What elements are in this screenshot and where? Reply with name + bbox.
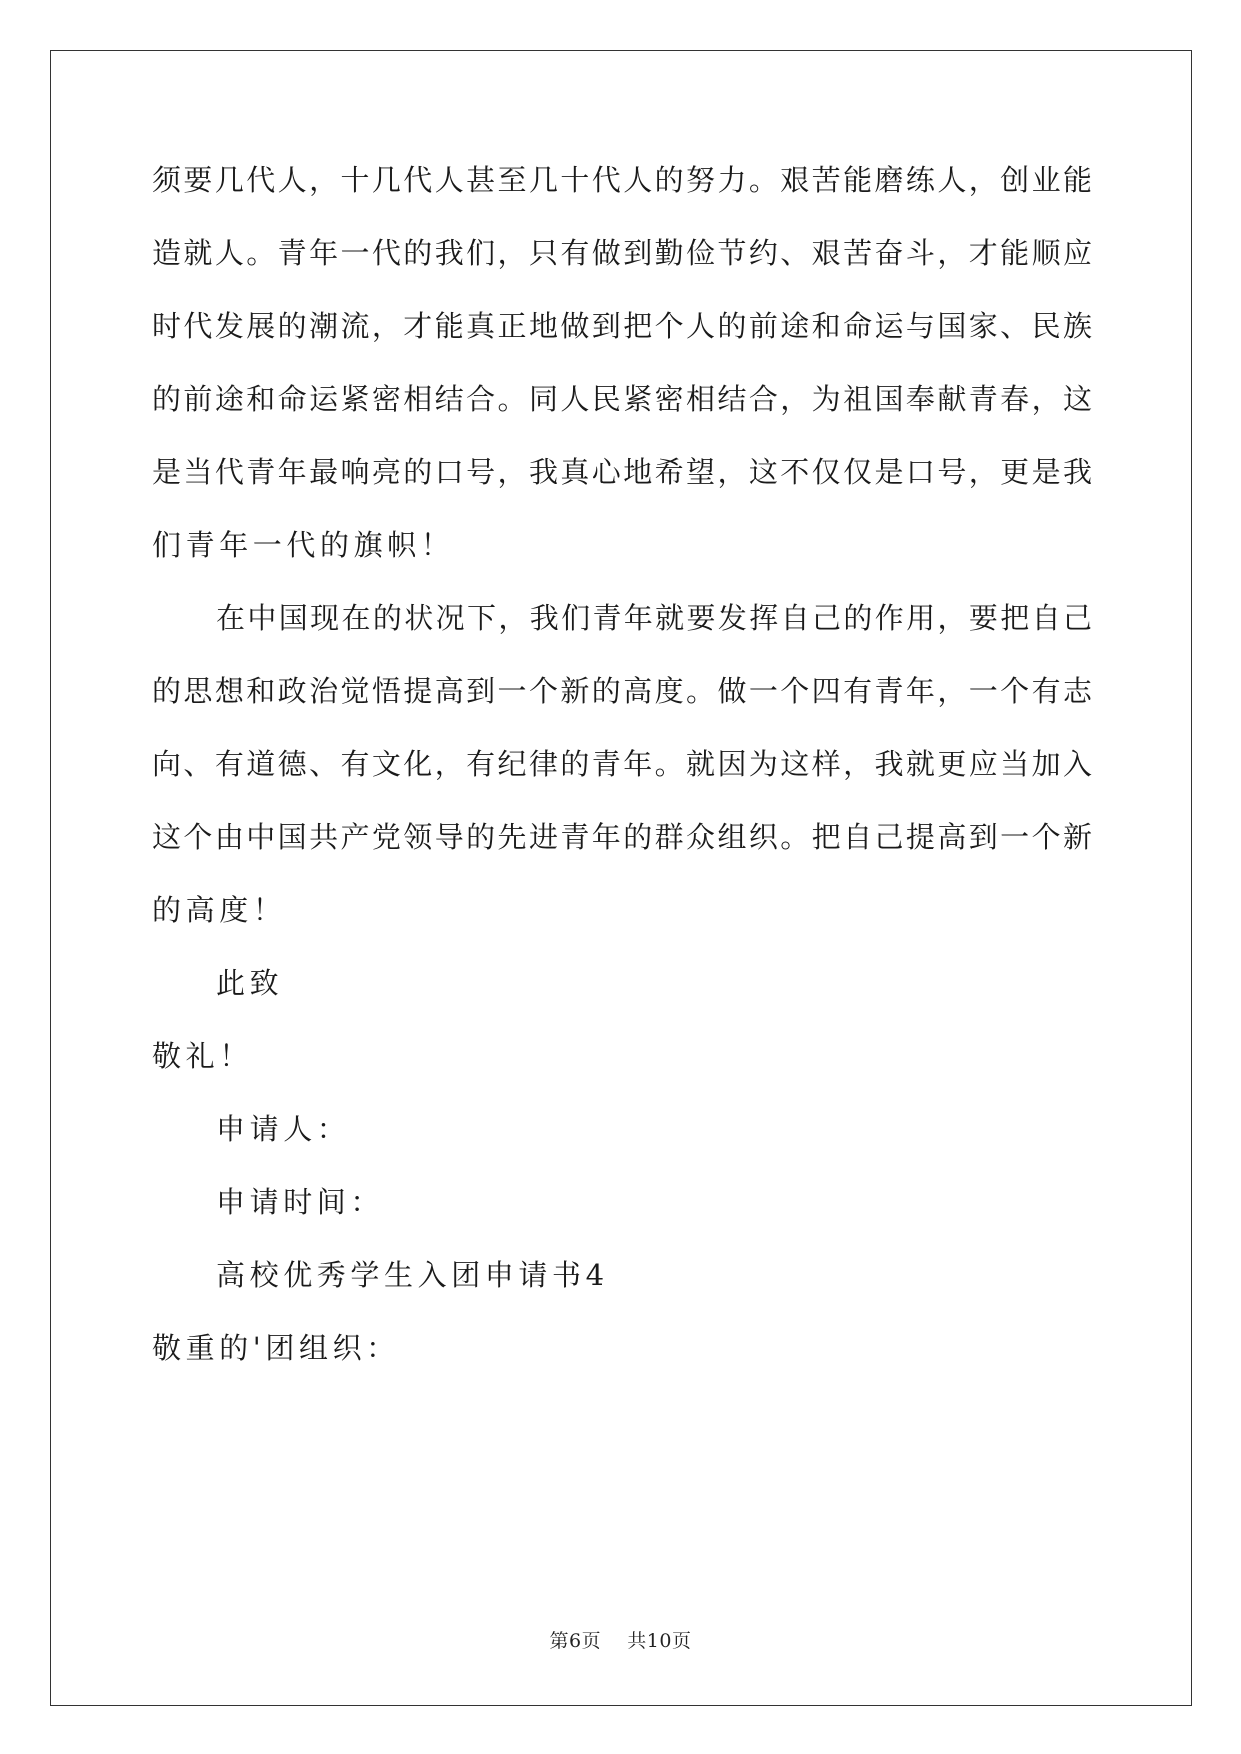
paragraph-line: 造就人。青年一代的我们，只有做到勤俭节约、艰苦奋斗，才能顺应 <box>152 236 1092 270</box>
closing-regards: 敬礼！ <box>152 1039 253 1073</box>
greeting-line: 敬重的'团组织： <box>152 1331 400 1365</box>
closing-salutation: 此致 <box>216 966 284 1000</box>
paragraph-line: 们青年一代的旗帜！ <box>152 528 455 562</box>
paragraph-line: 时代发展的潮流，才能真正地做到把个人的前途和命运与国家、民族 <box>152 309 1092 343</box>
paragraph-line: 在中国现在的状况下，我们青年就要发挥自己的作用，要把自己 <box>216 601 1092 635</box>
paragraph-line: 的思想和政治觉悟提高到一个新的高度。做一个四有青年，一个有志 <box>152 674 1092 708</box>
section-title: 高校优秀学生入团申请书4 <box>216 1258 609 1292</box>
page-number: 第6页 共10页 <box>549 1630 692 1652</box>
paragraph-line: 须要几代人，十几代人甚至几十代人的努力。艰苦能磨练人，创业能 <box>152 163 1092 197</box>
paragraph-line: 的前途和命运紧密相结合。同人民紧密相结合，为祖国奉献青春，这 <box>152 382 1092 416</box>
paragraph-line: 这个由中国共产党领导的先进青年的群众组织。把自己提高到一个新 <box>152 820 1092 854</box>
paragraph-line: 是当代青年最响亮的口号，我真心地希望，这不仅仅是口号，更是我 <box>152 455 1092 489</box>
application-date-label: 申请时间： <box>216 1185 385 1219</box>
applicant-label: 申请人： <box>216 1112 351 1146</box>
paragraph-line: 的高度！ <box>152 893 287 927</box>
paragraph-line: 向、有道德、有文化，有纪律的青年。就因为这样，我就更应当加入 <box>152 747 1092 781</box>
page-border <box>50 50 1192 1706</box>
